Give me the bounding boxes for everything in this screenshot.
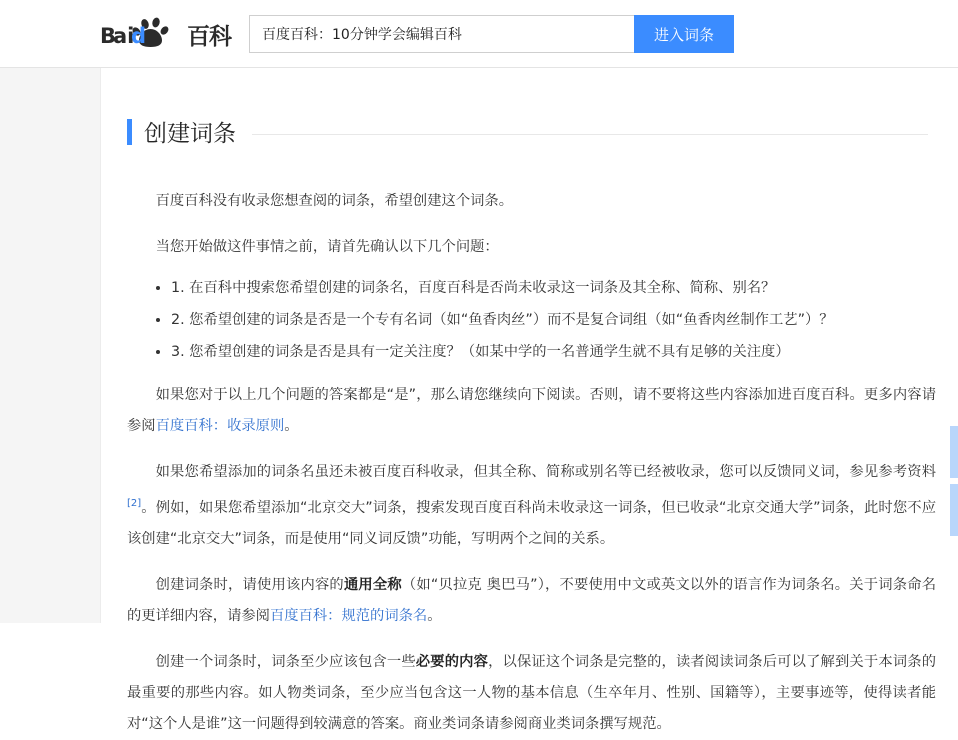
header-inner: [0, 0, 958, 68]
side-tab-lower[interactable]: [950, 484, 958, 536]
list-item: • 3. 您希望创建的词条是否是具有一定关注度？（如某中学的一名普通学生就不具有足够的关注度）: [171, 339, 936, 365]
paragraph-required-content: [127, 647, 936, 740]
text-run: 创建词条时，请使用该内容的: [155, 576, 344, 593]
text-run: 。例如，如果您希望添加“北京交大”词条，搜索发现百度百科尚未收录这一词条，但已收录“北京交通大学”词条，此时您不应该创建“北京交大”词条，而是使用“同义词反馈”功能，写明两个之间的关系。: [127, 499, 936, 547]
page-title-row: [101, 100, 958, 164]
paragraph-intro-1: 百度百科没有收录您想查阅的词条，希望创建这个词条。: [155, 192, 514, 209]
reference-marker[interactable]: [2]: [127, 497, 142, 509]
text-run: （如“贝拉克 奥巴马”），不要使用中文或英文以外的语言作为词条名。关于词条命名的更详细内容，请参阅: [127, 576, 937, 624]
title-divider: [252, 134, 928, 135]
title-accent-bar: [127, 119, 132, 145]
paragraph-inclusion-principles: [127, 380, 936, 442]
left-gutter: [0, 68, 100, 623]
checklist-questions: [127, 275, 936, 365]
enter-entry-button[interactable]: 进入词条: [634, 15, 734, 53]
list-item: • 2. 您希望创建的词条是否是一个专有名词（如“鱼香肉丝”）而不是复合词组（如“鱼香肉丝制作工艺”）？: [171, 307, 936, 333]
link-inclusion-principles[interactable]: 百度百科：收录原则: [155, 417, 285, 434]
page-body: [0, 68, 958, 732]
baidu-baike-logo[interactable]: [100, 14, 231, 54]
content-card: [100, 68, 958, 732]
search-input[interactable]: [249, 15, 634, 53]
paragraph-naming: [127, 570, 936, 632]
emphasis-common-full-name: 通用全称: [343, 576, 402, 593]
text-run: 如果您希望添加的词条名虽还未被百度百科收录，但其全称、简称或别名等已经被收录，您可以反馈同义词，参见参考资料: [155, 463, 936, 480]
text-run: 。: [427, 607, 442, 624]
site-header: [0, 0, 958, 68]
logo-text-cn: 百科: [187, 23, 231, 50]
link-standard-entry-name[interactable]: 百度百科：规范的词条名: [269, 607, 428, 624]
page-title: 创建词条: [144, 121, 236, 148]
emphasis-required-content: 必要的内容: [415, 653, 489, 670]
svg-text:ai: ai: [113, 24, 135, 48]
svg-text:d: d: [131, 24, 147, 48]
text-run: 如果您对于以上几个问题的答案都是“是”，那么请您继续向下阅读。否则，请不要将这些内容添加进百度百科。更多内容请参阅: [127, 386, 936, 434]
text-run: ，以保证这个词条是完整的，读者阅读词条后可以了解到关于本词条的最重要的那些内容。如人物类词条，至少应当包含这一人物的基本信息（生卒年月、性别、国籍等），主要事迹等，使得读者能对“这个人是谁”这一问题得到较满意的答案。商业类词条请参阅商业类词条撰写规范。: [127, 653, 937, 732]
baidu-logo-icon: [100, 17, 186, 51]
paragraph-synonym-feedback: [127, 457, 936, 555]
side-tab-upper[interactable]: [950, 426, 958, 478]
text-run: 。: [284, 417, 299, 434]
list-item: • 1. 在百科中搜索您希望创建的词条名，百度百科是否尚未收录这一词条及其全称、简称、别名？: [171, 275, 936, 301]
article-body: [101, 186, 958, 740]
paragraph-intro-2: 当您开始做这件事情之前，请首先确认以下几个问题：: [155, 238, 499, 255]
svg-text:B: B: [100, 24, 117, 48]
text-run: 创建一个词条时，词条至少应该包含一些: [155, 653, 416, 670]
search-box: [249, 15, 734, 53]
